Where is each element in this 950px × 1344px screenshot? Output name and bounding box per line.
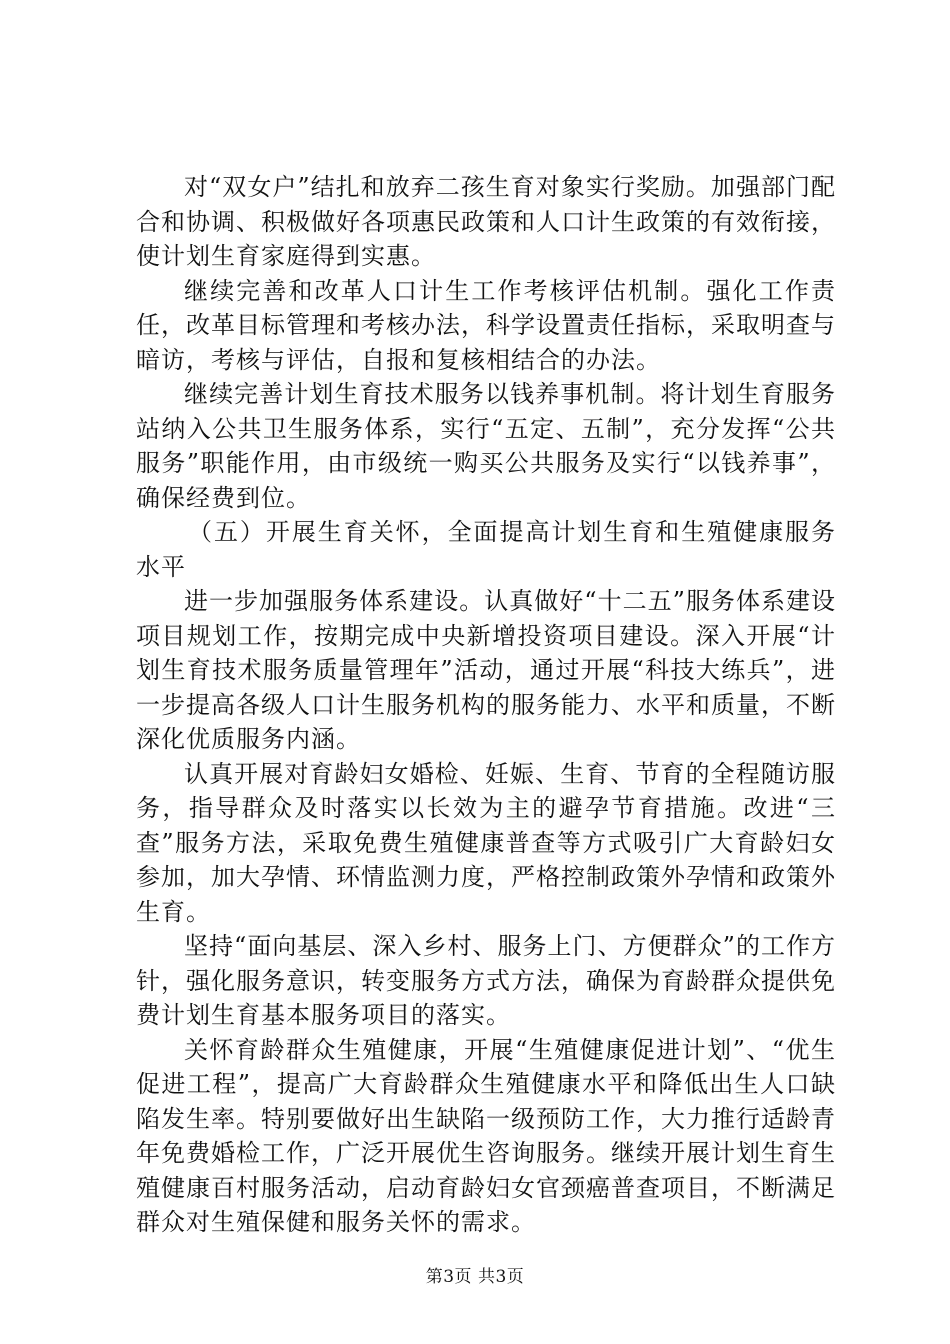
section-heading-five: （五）开展生育关怀，全面提高计划生育和生殖健康服务水平: [136, 518, 836, 581]
document-body: [136, 170, 836, 1240]
paragraph-incentives: 对“双女户”结扎和放弃二孩生育对象实行奖励。加强部门配合和协调、积极做好各项惠民政策和人口计生政策的有效衔接，使计划生育家庭得到实惠。: [136, 173, 836, 270]
paragraph-funding-mechanism: 继续完善计划生育技术服务以钱养事机制。将计划生育服务站纳入公共卫生服务体系，实行“五定、五制”，充分发挥“公共服务”职能作用，由市级统一购买公共服务及实行“以钱养事”，确保经费到位。: [136, 380, 836, 512]
paragraph-service-system: 进一步加强服务体系建设。认真做好“十二五”服务体系建设项目规划工作，按期完成中央新增投资项目建设。深入开展“计划生育技术服务质量管理年”活动，通过开展“科技大练兵”，进一步提高各级人口计生服务机构的服务能力、水平和质量，不断深化优质服务内涵。: [136, 587, 836, 753]
paragraph-assessment: 继续完善和改革人口计生工作考核评估机制。强化工作责任，改革目标管理和考核办法，科学设置责任指标，采取明查与暗访，考核与评估，自报和复核相结合的办法。: [136, 276, 836, 374]
page-number-footer: 第3页 共3页: [425, 1267, 525, 1287]
paragraph-reproductive-health: 关怀育龄群众生殖健康，开展“生殖健康促进计划”、“优生促进工程”，提高广大育龄群众生殖健康水平和降低出生人口缺陷发生率。特别要做好出生缺陷一级预防工作，大力推行适龄青年免费婚检工作，广泛开展优生咨询服务。继续开展计划生育生殖健康百村服务活动，启动育龄妇女官颈癌普查项目，不断满足群众对生殖保健和服务关怀的需求。: [136, 1035, 836, 1236]
paragraph-followup-services: 认真开展对育龄妇女婚检、妊娠、生育、节育的全程随访服务，指导群众及时落实以长效为主的避孕节育措施。改进“三查”服务方法，采取免费生殖健康普查等方式吸引广大育龄妇女参加，加大孕情、环情监测力度，严格控制政策外孕情和政策外生育。: [136, 759, 836, 926]
paragraph-grassroots-policy: 坚持“面向基层、深入乡村、服务上门、方便群众”的工作方针，强化服务意识，转变服务方式方法，确保为育龄群众提供免费计划生育基本服务项目的落实。: [136, 932, 836, 1029]
